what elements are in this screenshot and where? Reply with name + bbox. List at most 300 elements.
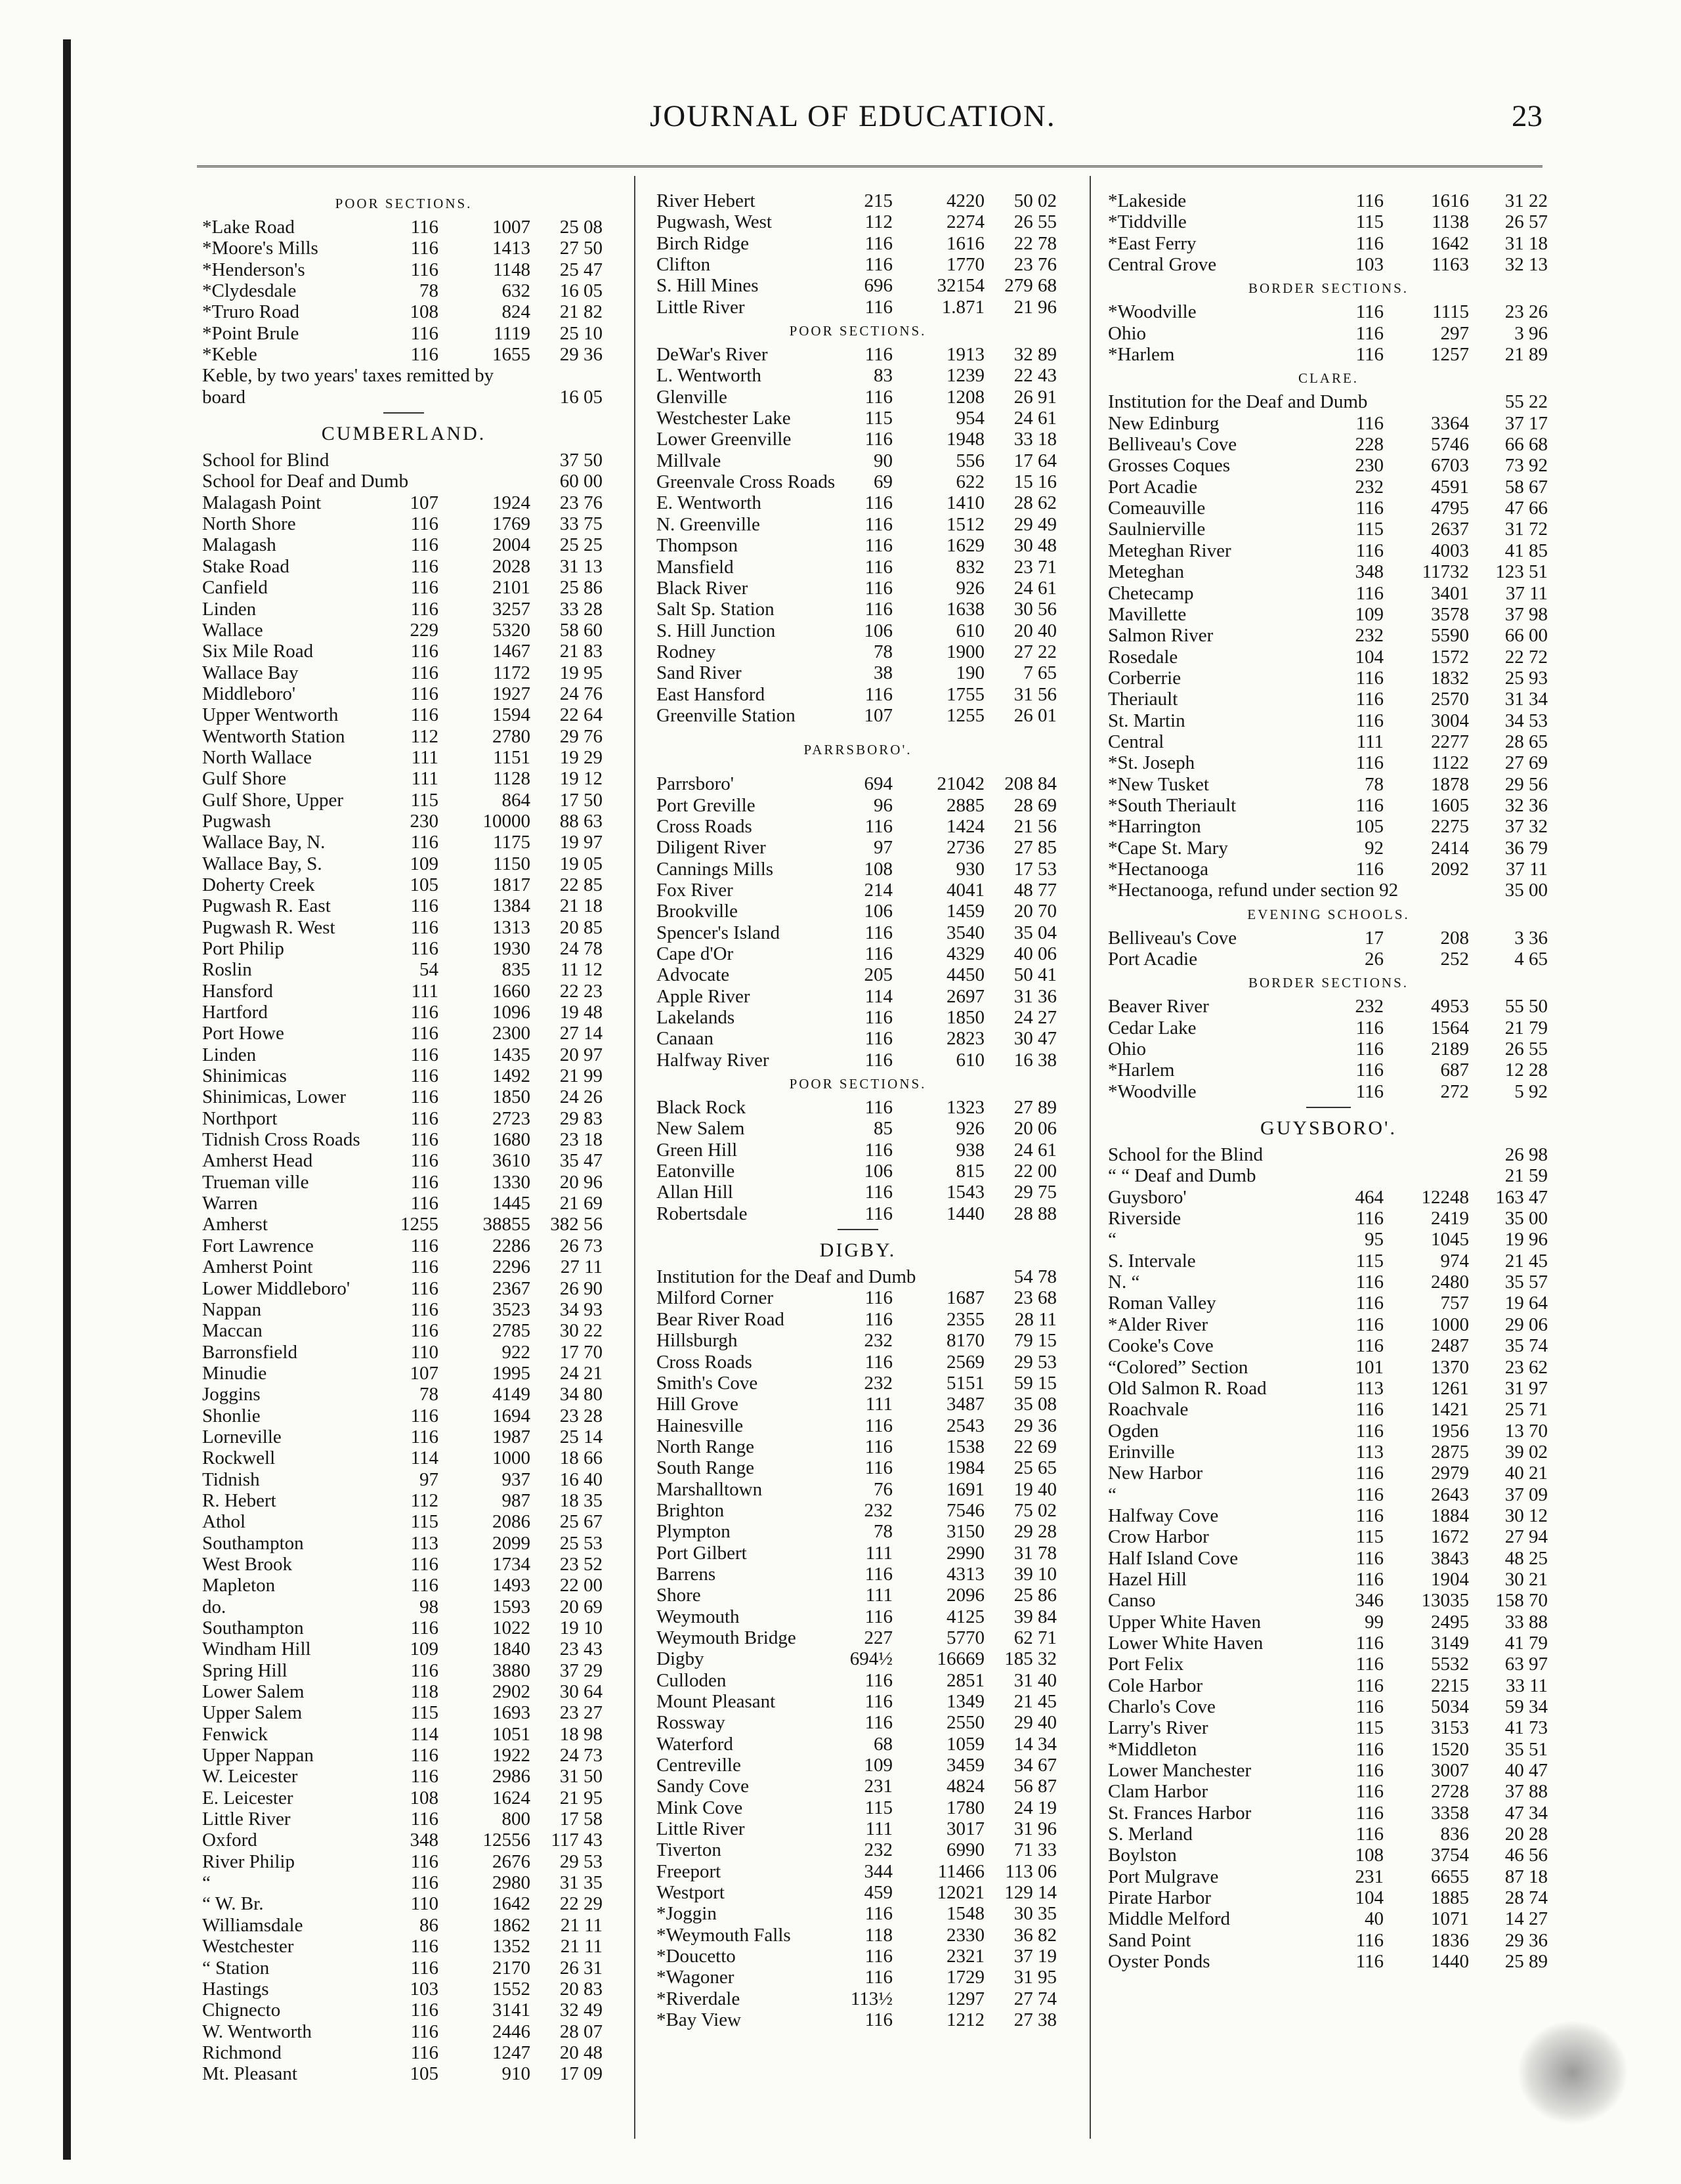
- grant-amount: 66 68: [1504, 434, 1548, 456]
- attendance-total: 5320: [492, 619, 530, 641]
- days-taught: 116: [864, 1287, 893, 1309]
- attendance-total: 3843: [1431, 1547, 1469, 1569]
- attendance-total: 1605: [1431, 794, 1469, 816]
- attendance-total: 1148: [493, 259, 530, 280]
- table-row: [656, 816, 1059, 837]
- grant-amount: 19 95: [559, 662, 603, 683]
- section-name: Windham Hill: [202, 1638, 311, 1660]
- grant-amount: 21 99: [559, 1065, 603, 1087]
- table-row: [202, 365, 605, 386]
- attendance-total: 1922: [492, 1745, 530, 1766]
- table-row: [202, 917, 605, 938]
- attendance-total: 1163: [1432, 254, 1469, 276]
- days-taught: 116: [864, 386, 893, 408]
- attendance-total: 2723: [492, 1107, 530, 1129]
- grant-amount: 24 26: [559, 1086, 603, 1108]
- section-name: *Tiddville: [1108, 211, 1187, 233]
- days-taught: 116: [410, 1851, 438, 1872]
- attendance-total: 1071: [1431, 1908, 1469, 1930]
- grant-amount: 25 47: [559, 259, 603, 280]
- section-name: W. Leicester: [202, 1766, 298, 1788]
- attendance-total: 4313: [947, 1563, 985, 1585]
- grant-amount: 24 76: [559, 683, 603, 704]
- section-name: Ohio: [1108, 1038, 1146, 1060]
- table-row: [202, 1342, 605, 1363]
- section-name: Mansfield: [656, 556, 734, 578]
- section-name: Malagash: [202, 534, 276, 556]
- section-name: Cross Roads: [656, 815, 752, 837]
- grant-amount: 50 41: [1013, 964, 1057, 986]
- grant-amount: 21 45: [1013, 1691, 1057, 1712]
- attendance-total: 1255: [947, 704, 985, 726]
- attendance-total: 5770: [947, 1627, 985, 1648]
- attendance-total: 5746: [1431, 434, 1469, 456]
- section-name: Sand River: [656, 662, 742, 684]
- grant-amount: 28 65: [1504, 731, 1548, 752]
- grant-amount: 25 53: [559, 1532, 603, 1554]
- attendance-total: 1370: [1431, 1356, 1469, 1378]
- section-name: Spring Hill: [202, 1659, 287, 1681]
- attendance-total: 1850: [947, 1007, 985, 1029]
- days-taught: 116: [864, 254, 893, 276]
- grant-amount: 23 28: [559, 1405, 603, 1426]
- days-taught: 78: [419, 280, 438, 302]
- grant-amount: 12 28: [1504, 1060, 1548, 1081]
- attendance-total: 1022: [492, 1617, 530, 1638]
- table-row: [202, 492, 605, 513]
- attendance-total: 1151: [493, 746, 530, 768]
- section-name: S. Hill Mines: [656, 275, 759, 297]
- grant-amount: 158 70: [1495, 1590, 1548, 1612]
- grant-amount: 27 89: [1013, 1097, 1057, 1119]
- attendance-total: 1.871: [941, 296, 985, 318]
- section-name: Marshalltown: [656, 1478, 763, 1500]
- table-row: [202, 832, 605, 853]
- days-taught: 116: [410, 217, 438, 238]
- section-name: Fort Lawrence: [202, 1235, 314, 1256]
- attendance-total: 610: [956, 620, 985, 641]
- days-taught: 230: [410, 810, 438, 832]
- grant-amount: 40 06: [1013, 943, 1057, 964]
- grant-amount: 21 56: [1013, 815, 1057, 837]
- attendance-total: 1995: [492, 1362, 530, 1384]
- attendance-total: 1440: [1431, 1951, 1469, 1973]
- attendance-total: 1987: [492, 1426, 530, 1447]
- table-row: [656, 1776, 1059, 1797]
- table-row: [656, 1839, 1059, 1860]
- section-name: *Woodville: [1108, 301, 1197, 323]
- section-name: St. Frances Harbor: [1108, 1802, 1252, 1824]
- days-taught: 116: [1355, 1293, 1384, 1314]
- section-name: Mt. Pleasant: [202, 2063, 297, 2085]
- grant-amount: 23 18: [559, 1129, 603, 1151]
- days-taught: 116: [1355, 1060, 1384, 1081]
- section-name: Williamsdale: [202, 1914, 303, 1936]
- grant-amount: 46 56: [1504, 1845, 1548, 1866]
- column-2: [656, 190, 1059, 2127]
- section-name: *Cape St. Mary: [1108, 837, 1228, 859]
- grant-amount: 23 52: [559, 1553, 603, 1575]
- days-taught: 116: [1355, 689, 1384, 710]
- grant-amount: 30 22: [559, 1320, 603, 1342]
- table-row: [656, 471, 1059, 492]
- page-header: [197, 98, 1543, 144]
- days-taught: 116: [410, 534, 438, 556]
- grant-amount: 22 64: [559, 704, 603, 726]
- grant-amount: 20 40: [1013, 620, 1057, 641]
- grant-amount: 73 92: [1504, 455, 1548, 477]
- attendance-total: 1624: [492, 1787, 530, 1809]
- days-taught: 116: [1355, 1420, 1384, 1442]
- table-row: [656, 1182, 1059, 1203]
- grant-amount: 16 05: [559, 280, 603, 302]
- days-taught: 26: [1365, 949, 1384, 970]
- section-name: *St. Joseph: [1108, 752, 1195, 774]
- table-row: [202, 1426, 605, 1447]
- table-row: [202, 938, 605, 959]
- attendance-total: 926: [956, 577, 985, 599]
- days-taught: 116: [1355, 322, 1384, 344]
- table-row: [1108, 1526, 1549, 1547]
- table-row: [1108, 1293, 1549, 1314]
- grant-amount: 19 40: [1013, 1478, 1057, 1500]
- attendance-total: 3401: [1431, 582, 1469, 604]
- table-row: [656, 641, 1059, 662]
- attendance-total: 4953: [1431, 996, 1469, 1017]
- section-name: Malagash Point: [202, 492, 322, 513]
- table-row: [1108, 498, 1549, 519]
- attendance-total: 1840: [492, 1638, 530, 1660]
- table-row: [656, 387, 1059, 408]
- days-taught: 107: [864, 704, 893, 726]
- days-taught: 344: [864, 1860, 893, 1882]
- section-name: Halfway Cove: [1108, 1505, 1219, 1526]
- attendance-total: 926: [956, 1118, 985, 1140]
- table-row: [202, 1533, 605, 1554]
- grant-amount: 26 98: [1504, 1144, 1548, 1166]
- days-taught: 104: [1355, 1887, 1384, 1909]
- days-taught: 116: [410, 344, 438, 366]
- days-taught: 110: [410, 1341, 438, 1363]
- section-name: Nappan: [202, 1298, 262, 1320]
- grant-amount: 88 63: [559, 810, 603, 832]
- attendance-total: 556: [956, 450, 985, 471]
- attendance-total: 2274: [947, 211, 985, 233]
- grant-amount: 33 75: [559, 513, 603, 535]
- grant-amount: 19 12: [559, 768, 603, 790]
- table-row: [1108, 1781, 1549, 1802]
- table-row: [202, 1490, 605, 1511]
- table-row: [1108, 859, 1549, 880]
- section-name: Port Felix: [1108, 1654, 1184, 1675]
- grant-amount: 31 56: [1013, 683, 1057, 705]
- section-name: Port Philip: [202, 938, 284, 959]
- section-name: Eatonville: [656, 1161, 735, 1182]
- days-taught: 111: [411, 980, 438, 1002]
- table-row: [1108, 795, 1549, 816]
- grant-amount: 25 67: [559, 1511, 603, 1533]
- section-name: Half Island Cove: [1108, 1547, 1239, 1569]
- table-row: [1108, 1251, 1549, 1272]
- grant-amount: 5 92: [1514, 1081, 1548, 1102]
- grant-amount: 31 13: [559, 555, 603, 577]
- grant-amount: 25 86: [559, 577, 603, 599]
- attendance-total: 1445: [492, 1193, 530, 1214]
- section-name: S. Merland: [1108, 1824, 1193, 1845]
- days-taught: 108: [864, 858, 893, 880]
- section-name: Digby: [656, 1648, 704, 1670]
- table-row: [656, 1543, 1059, 1564]
- section-name: Wallace Bay, S.: [202, 853, 322, 874]
- grant-amount: 21 69: [559, 1193, 603, 1214]
- section-name: Rosedale: [1108, 646, 1178, 668]
- table-row: [202, 790, 605, 811]
- grant-amount: 23 76: [559, 492, 603, 513]
- days-taught: 116: [410, 1809, 438, 1830]
- grant-amount: 47 34: [1504, 1802, 1548, 1824]
- attendance-total: 2697: [947, 985, 985, 1007]
- days-taught: 86: [419, 1914, 438, 1936]
- attendance-total: 4795: [1431, 498, 1469, 519]
- table-row: [202, 599, 605, 620]
- days-taught: 116: [864, 1028, 893, 1050]
- attendance-total: 930: [956, 858, 985, 880]
- grant-amount: 30 48: [1013, 535, 1057, 557]
- table-row: [1108, 391, 1549, 412]
- section-name: Cooke's Cove: [1108, 1335, 1214, 1357]
- grant-amount: 37 88: [1504, 1781, 1548, 1803]
- days-taught: 214: [864, 879, 893, 901]
- table-row: [1108, 254, 1549, 275]
- attendance-total: 1660: [492, 980, 530, 1002]
- attendance-total: 1691: [947, 1478, 985, 1500]
- section-name: Weymouth Bridge: [656, 1627, 796, 1648]
- grant-amount: 58 67: [1504, 476, 1548, 498]
- table-row: [202, 1193, 605, 1214]
- section-name: N. Greenville: [656, 513, 760, 535]
- section-name: Hastings: [202, 1978, 269, 2000]
- attendance-total: 1734: [492, 1553, 530, 1575]
- table-row: [202, 895, 605, 916]
- table-row: [1108, 211, 1549, 232]
- days-taught: 116: [1355, 1781, 1384, 1803]
- days-taught: 108: [410, 301, 438, 323]
- attendance-total: 1297: [947, 1988, 985, 2009]
- grant-amount: 30 56: [1013, 599, 1057, 620]
- section-name: S. Hill Junction: [656, 620, 776, 641]
- days-taught: 116: [864, 429, 893, 450]
- table-row: [1108, 1442, 1549, 1463]
- table-row: [202, 1002, 605, 1023]
- attendance-total: 2414: [1431, 837, 1469, 859]
- grant-amount: 27 22: [1013, 641, 1057, 662]
- table-row: [656, 1028, 1059, 1049]
- attendance-total: 7546: [947, 1499, 985, 1521]
- attendance-total: 1424: [947, 815, 985, 837]
- attendance-total: 12248: [1421, 1186, 1469, 1208]
- days-taught: 116: [410, 1277, 438, 1299]
- table-row: [1108, 1463, 1549, 1484]
- section-name: Meteghan River: [1108, 540, 1231, 561]
- section-heading: DIGBY.: [819, 1239, 897, 1262]
- table-row: [202, 1915, 605, 1936]
- section-name: Black Rock: [656, 1097, 746, 1119]
- attendance-total: 11732: [1422, 561, 1469, 583]
- section-heading: EVENING SCHOOLS.: [1247, 906, 1410, 922]
- days-taught: 112: [410, 725, 438, 747]
- days-taught: 110: [410, 1893, 438, 1915]
- days-taught: 116: [410, 1256, 438, 1278]
- section-name: *Alder River: [1108, 1314, 1208, 1335]
- days-taught: 116: [864, 815, 893, 837]
- section-heading: POOR SECTIONS.: [789, 1076, 927, 1092]
- attendance-total: 687: [1440, 1060, 1469, 1081]
- days-taught: 101: [1355, 1356, 1384, 1378]
- days-taught: 116: [410, 1002, 438, 1023]
- table-row: [202, 853, 605, 874]
- attendance-total: 1594: [492, 704, 530, 726]
- section-name: DeWar's River: [656, 344, 768, 366]
- grant-amount: 27 74: [1013, 1988, 1057, 2009]
- grant-amount: 24 21: [559, 1362, 603, 1384]
- section-name: Greenvale Cross Roads: [656, 471, 836, 493]
- attendance-total: 864: [501, 789, 530, 811]
- table-row: [656, 190, 1059, 211]
- table-row: [656, 1436, 1059, 1457]
- days-taught: 111: [865, 1542, 893, 1564]
- days-taught: 116: [410, 1193, 438, 1214]
- table-row: [1108, 1569, 1549, 1590]
- section-name: Gulf Shore: [202, 768, 287, 790]
- attendance-total: 6703: [1431, 455, 1469, 477]
- days-taught: 116: [410, 2042, 438, 2063]
- section-name: Roslin: [202, 959, 252, 981]
- grant-amount: 75 02: [1013, 1499, 1057, 1521]
- section-name: “Colored” Section: [1108, 1356, 1248, 1378]
- days-taught: 232: [1355, 625, 1384, 647]
- days-taught: 116: [410, 1659, 438, 1681]
- section-heading: BORDER SECTIONS.: [1248, 280, 1409, 297]
- section-name: Roachvale: [1108, 1399, 1189, 1421]
- grant-amount: 22 43: [1013, 365, 1057, 387]
- days-taught: 116: [1355, 1675, 1384, 1696]
- attendance-total: 3007: [1431, 1760, 1469, 1782]
- grant-amount: 16 40: [559, 1468, 603, 1490]
- grant-amount: 17 53: [1013, 858, 1057, 880]
- days-taught: 116: [410, 322, 438, 344]
- days-taught: 106: [864, 1161, 893, 1182]
- attendance-total: 1000: [1431, 1314, 1469, 1335]
- days-taught: 105: [410, 2063, 438, 2085]
- days-taught: 99: [1365, 1611, 1384, 1633]
- days-taught: 118: [410, 1681, 438, 1703]
- section-name: Tiverton: [656, 1839, 721, 1861]
- attendance-total: 1138: [1432, 211, 1469, 233]
- table-row: [656, 254, 1059, 275]
- days-taught: 116: [1355, 344, 1384, 366]
- attendance-total: 2885: [947, 794, 985, 816]
- grant-amount: 26 91: [1013, 386, 1057, 408]
- attendance-total: 1552: [492, 1978, 530, 2000]
- table-row: [202, 1851, 605, 1872]
- grant-amount: 19 96: [1504, 1229, 1548, 1251]
- grant-amount: 25 93: [1504, 667, 1548, 689]
- days-taught: 105: [410, 874, 438, 895]
- attendance-total: 2823: [947, 1028, 985, 1050]
- section-name: Hartford: [202, 1002, 268, 1023]
- attendance-total: 1493: [492, 1575, 530, 1596]
- attendance-total: 3487: [947, 1394, 985, 1415]
- section-heading: CLARE.: [1298, 370, 1359, 387]
- attendance-total: 5590: [1431, 625, 1469, 647]
- days-taught: 76: [874, 1478, 893, 1500]
- days-taught: 115: [1355, 1717, 1384, 1739]
- days-taught: 116: [864, 1946, 893, 1967]
- days-taught: 116: [410, 1320, 438, 1342]
- days-taught: 116: [1355, 1399, 1384, 1421]
- attendance-total: 2676: [492, 1851, 530, 1872]
- days-taught: 116: [1355, 794, 1384, 816]
- days-taught: 113: [410, 1532, 438, 1554]
- days-taught: 111: [865, 1585, 893, 1606]
- table-row: [1108, 928, 1549, 949]
- section-name: New Edinburg: [1108, 412, 1220, 434]
- days-taught: 97: [874, 837, 893, 859]
- attendance-total: 632: [501, 280, 530, 302]
- section-name: *Middleton: [1108, 1738, 1197, 1760]
- table-row: [202, 387, 605, 408]
- grant-amount: 31 35: [559, 1872, 603, 1894]
- table-row: [1108, 1612, 1549, 1633]
- days-taught: 116: [864, 1457, 893, 1479]
- grant-amount: 24 27: [1013, 1007, 1057, 1029]
- table-row: [202, 1575, 605, 1596]
- grant-amount: 185 32: [1004, 1648, 1057, 1670]
- section-name: Tidnish Cross Roads: [202, 1129, 360, 1151]
- days-taught: 109: [410, 1638, 438, 1660]
- attendance-total: 1924: [492, 492, 530, 513]
- grant-amount: 27 38: [1013, 2009, 1057, 2031]
- section-name: Belliveau's Cove: [1108, 434, 1237, 456]
- grant-amount: 26 31: [559, 1957, 603, 1979]
- days-taught: 111: [865, 1818, 893, 1840]
- grant-amount: 28 74: [1504, 1887, 1548, 1909]
- days-taught: 114: [410, 1447, 438, 1469]
- grant-amount: 26 55: [1504, 1038, 1548, 1060]
- days-taught: 78: [419, 1384, 438, 1405]
- column-3: [1108, 190, 1549, 2127]
- section-name: South Range: [656, 1457, 755, 1479]
- section-name: Mink Cove: [656, 1797, 743, 1818]
- days-taught: 114: [864, 985, 893, 1007]
- section-name: S. Intervale: [1108, 1250, 1196, 1272]
- attendance-total: 2300: [492, 1023, 530, 1044]
- grant-amount: 23 62: [1504, 1356, 1548, 1378]
- section-name: Comeauville: [1108, 498, 1206, 519]
- table-row: [202, 1150, 605, 1171]
- section-name: River Hebert: [656, 190, 755, 211]
- section-name: Greenville Station: [656, 704, 796, 726]
- section-name: N. “: [1108, 1272, 1140, 1293]
- section-name: West Brook: [202, 1553, 293, 1575]
- days-taught: 231: [864, 1776, 893, 1797]
- section-name: do.: [202, 1596, 226, 1617]
- attendance-total: 2979: [1431, 1463, 1469, 1484]
- days-taught: 108: [1355, 1845, 1384, 1866]
- grant-amount: 25 89: [1504, 1951, 1548, 1973]
- section-name: Hill Grove: [656, 1394, 738, 1415]
- attendance-total: 12021: [937, 1882, 985, 1904]
